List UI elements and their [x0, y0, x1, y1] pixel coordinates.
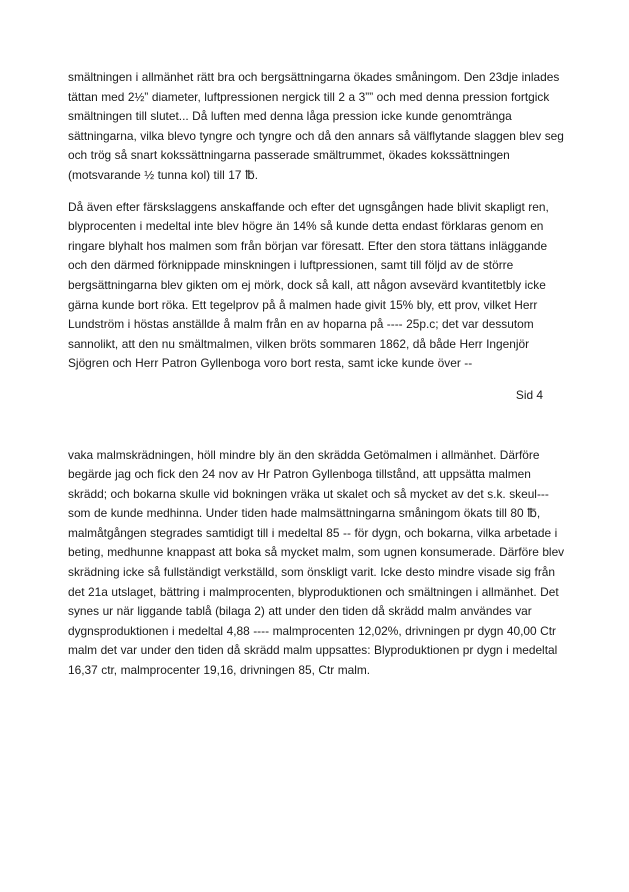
paragraph-2: Då även efter färskslaggens anskaffande och efter det ugnsgången hade blivit skapligt ren, blyprocenten i medeltal inte blev högre än 14% så kunde detta endast förklaras genom en ringare blyhalt hos malmen som från början var föresatt. Efter den stora tättans inläggande och den därmed förknippade minskningen i luftpressionen, samt till följd av de större bergsättningarna blev gikten om ej mörk, dock så kall, att någon avsevärd kvantitetbly icke gärna kunde bort röka. Ett tegelprov på å malmen hade givit 15% bly, ett prov, vilket Herr Lundström i höstas anställde å malm från en av hoparna på ---- 25p.c; det var dessutom sannolikt, att den nu smältmalmen, vilken bröts sommaren 1862, då både Herr Ingenjör Sjögren och Herr Patron Gyllenboga voro bort resta, samt icke kunde över --: [68, 199, 549, 371]
paragraph-1: smältningen i allmänhet rätt bra och bergsättningarna ökades småningom. Den 23dje inlades tättan med 2½” diameter, luftpressionen nergick till 2 a 3”” och med denna pression fortgick smältningen till slutet... Då luften med denna låga pression icke kunde genomtränga sättningarna, vilka blevo tyngre och tyngre och då den annars så välflytande slaggen blev seg och trög så snart kokssättningarna passerade smältrummet, ökades kokssättningen (motsvarande ½ tunna kol) till 17 ℔.: [68, 70, 564, 182]
page-number-label: Sid 4: [515, 387, 543, 402]
paragraph-3: vaka malmskrädningen, höll mindre bly än den skrädda Getömalmen i allmänhet. Därföre begärde jag och fick den 24 nov av Hr Patron Gyllenboga tillstånd, att uppsätta malmen skrädd; och bokarna skulle vid bokningen vräka ut skalet och så mycket av det s.k. skeul--- som de kunde medhinna. Under tiden hade malmsättningarna småningom ökats till 80 ℔, malmåtgången stegrades samtidigt till i medeltal 85 -- för dygn, och bokarna, vilka arbetade i beting, medhunne knappast att boka så mycket malm, som ugnen konsumerade. Därföre blev skrädning icke så fullständigt verkställd, som önskligt varit. Icke desto mindre visade sig från det 21a utslaget, bättring i malmprocenten, blyproduktionen och smältningen i allmänhet. Det synes ur när liggande tablå (bilaga 2) att under den tiden då skrädd malm användes var dygnsproduktionen i medeltal 4,88 ---- malmprocenten 12,02%, drivningen pr dygn 40,00 Ctr malm det var under den tiden då skrädd malm uppsattes: Blyproduktionen pr dygn i medeltal 16,37 ctr, malmprocenter 19,16, drivningen 85, Ctr malm.: [68, 447, 565, 678]
